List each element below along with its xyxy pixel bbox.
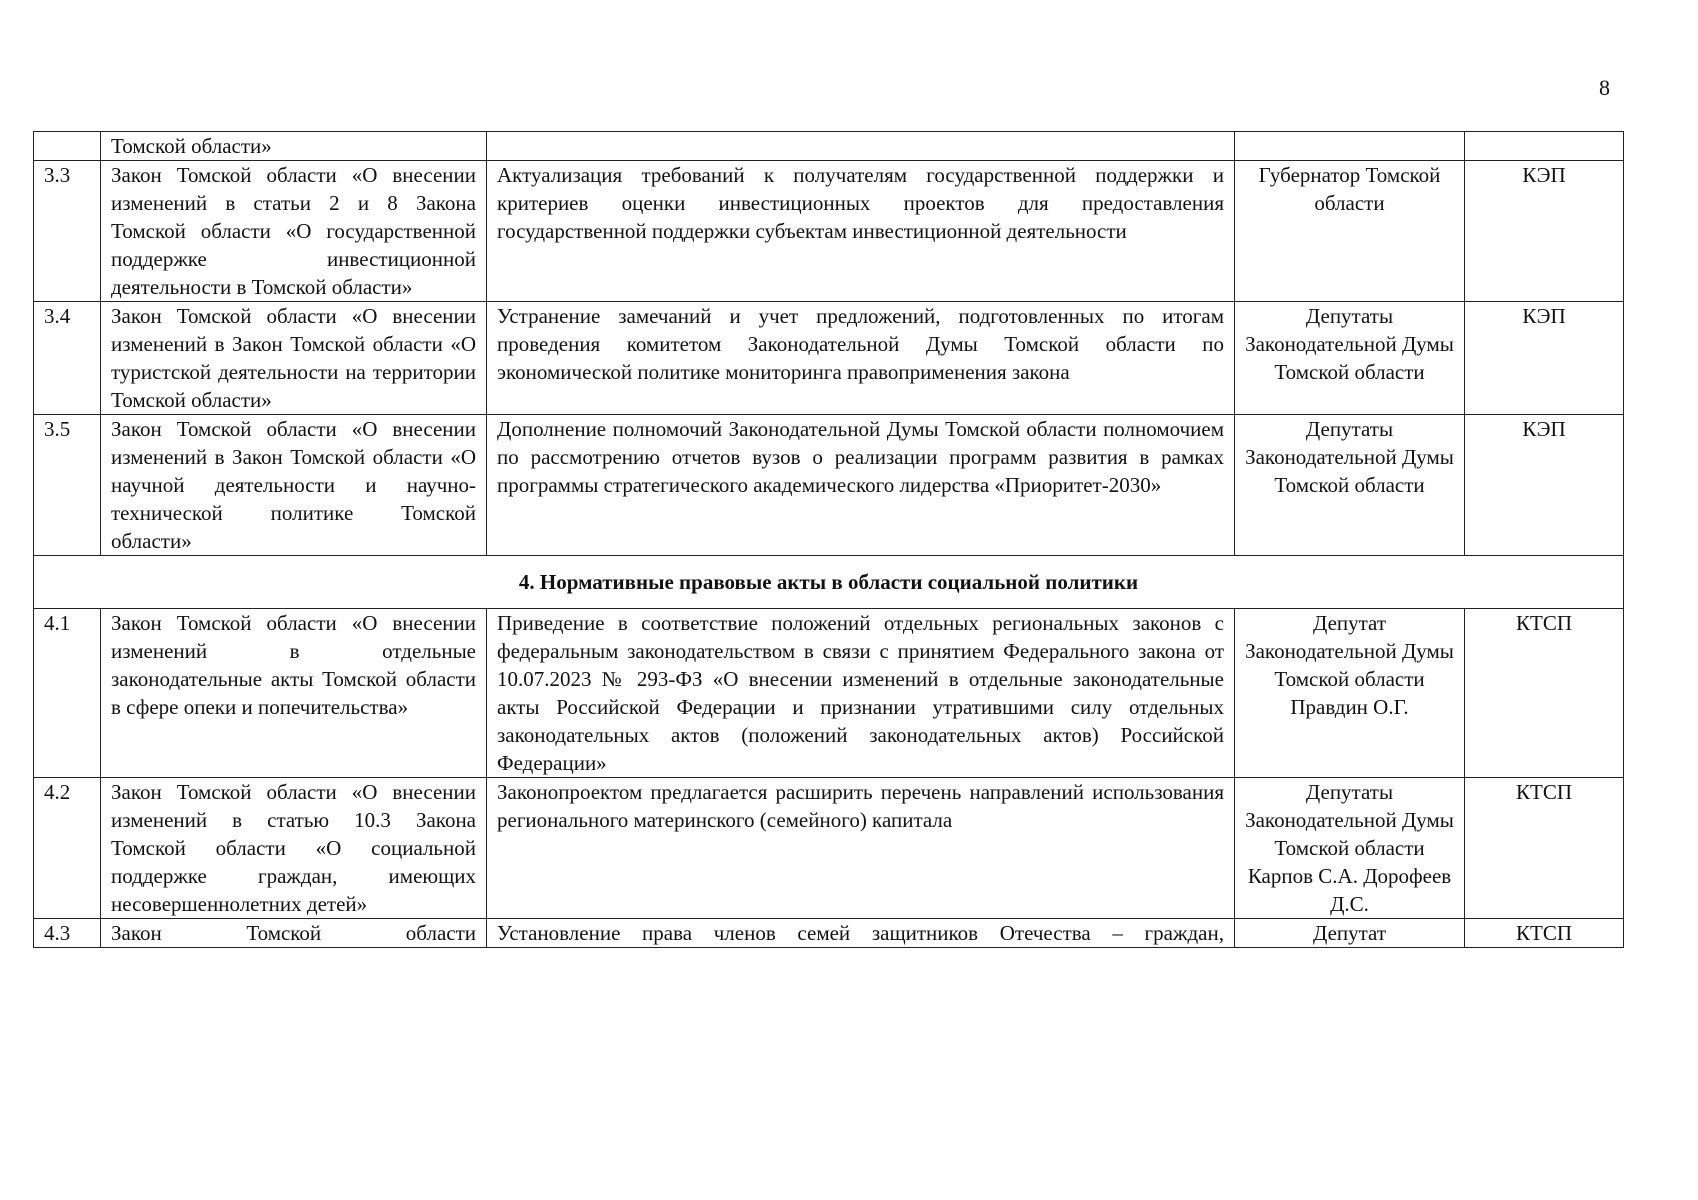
table-row [34,302,1624,415]
law-description [487,132,1235,161]
row-number: 4.3 [34,919,101,948]
law-description: Установление права членов семей защитников Отечества – граждан, [487,919,1235,948]
responsible-committee: КЭП [1465,302,1624,415]
table-row [34,778,1624,919]
table-row [34,919,1624,948]
responsible-committee: КТСП [1465,609,1624,778]
section-heading-row [34,556,1624,609]
table-row [34,161,1624,302]
row-number: 3.3 [34,161,101,302]
law-initiator: Депутат [1235,919,1465,948]
law-initiator: Депутаты Законодательной Думы Томской области Карпов С.А. Дорофеев Д.С. [1235,778,1465,919]
law-initiator: Губернатор Томской области [1235,161,1465,302]
table-row [34,415,1624,556]
row-number: 4.2 [34,778,101,919]
table-row [34,132,1624,161]
responsible-committee [1465,132,1624,161]
row-number [34,132,101,161]
law-title: Закон Томской области [101,919,487,948]
responsible-committee: КЭП [1465,161,1624,302]
law-title: Томской области» [101,132,487,161]
row-number: 4.1 [34,609,101,778]
law-initiator: Депутат Законодательной Думы Томской области Правдин О.Г. [1235,609,1465,778]
law-title: Закон Томской области «О внесении изменений в Закон Томской области «О туристской деятельности на территории Томской области» [101,302,487,415]
law-description: Устранение замечаний и учет предложений, подготовленных по итогам проведения комитетом Законодательной Думы Томской области по экономической политике мониторинга правоприменения закона [487,302,1235,415]
legislative-plan-table [33,131,1624,948]
section-heading: 4. Нормативные правовые акты в области социальной политики [34,556,1624,609]
page-number: 8 [1599,75,1610,100]
responsible-committee: КЭП [1465,415,1624,556]
law-description: Приведение в соответствие положений отдельных региональных законов с федеральным законодательством в связи с принятием Федерального закона от 10.07.2023 № 293-ФЗ «О внесении изменений в отдельные законодательные акты Российской Федерации и признании утратившими силу отдельных законодательных актов (положений законодательных актов) Российской Федерации» [487,609,1235,778]
law-initiator: Депутаты Законодательной Думы Томской области [1235,415,1465,556]
law-initiator [1235,132,1465,161]
law-title: Закон Томской области «О внесении изменений в отдельные законодательные акты Томской области в сфере опеки и попечительства» [101,609,487,778]
responsible-committee: КТСП [1465,919,1624,948]
law-title: Закон Томской области «О внесении изменений в Закон Томской области «О научной деятельности и научно-технической политике Томской области» [101,415,487,556]
row-number: 3.5 [34,415,101,556]
law-description: Дополнение полномочий Законодательной Думы Томской области полномочием по рассмотрению отчетов вузов о реализации программ развития в рамках программы стратегического академического лидерства «Приоритет-2030» [487,415,1235,556]
responsible-committee: КТСП [1465,778,1624,919]
law-description: Актуализация требований к получателям государственной поддержки и критериев оценки инвестиционных проектов для предоставления государственной поддержки субъектам инвестиционной деятельности [487,161,1235,302]
law-title: Закон Томской области «О внесении изменений в статью 10.3 Закона Томской области «О социальной поддержке граждан, имеющих несовершеннолетних детей» [101,778,487,919]
table-row [34,609,1624,778]
law-title: Закон Томской области «О внесении изменений в статьи 2 и 8 Закона Томской области «О государственной поддержке инвестиционной деятельности в Томской области» [101,161,487,302]
row-number: 3.4 [34,302,101,415]
law-initiator: Депутаты Законодательной Думы Томской области [1235,302,1465,415]
law-description: Законопроектом предлагается расширить перечень направлений использования регионального материнского (семейного) капитала [487,778,1235,919]
